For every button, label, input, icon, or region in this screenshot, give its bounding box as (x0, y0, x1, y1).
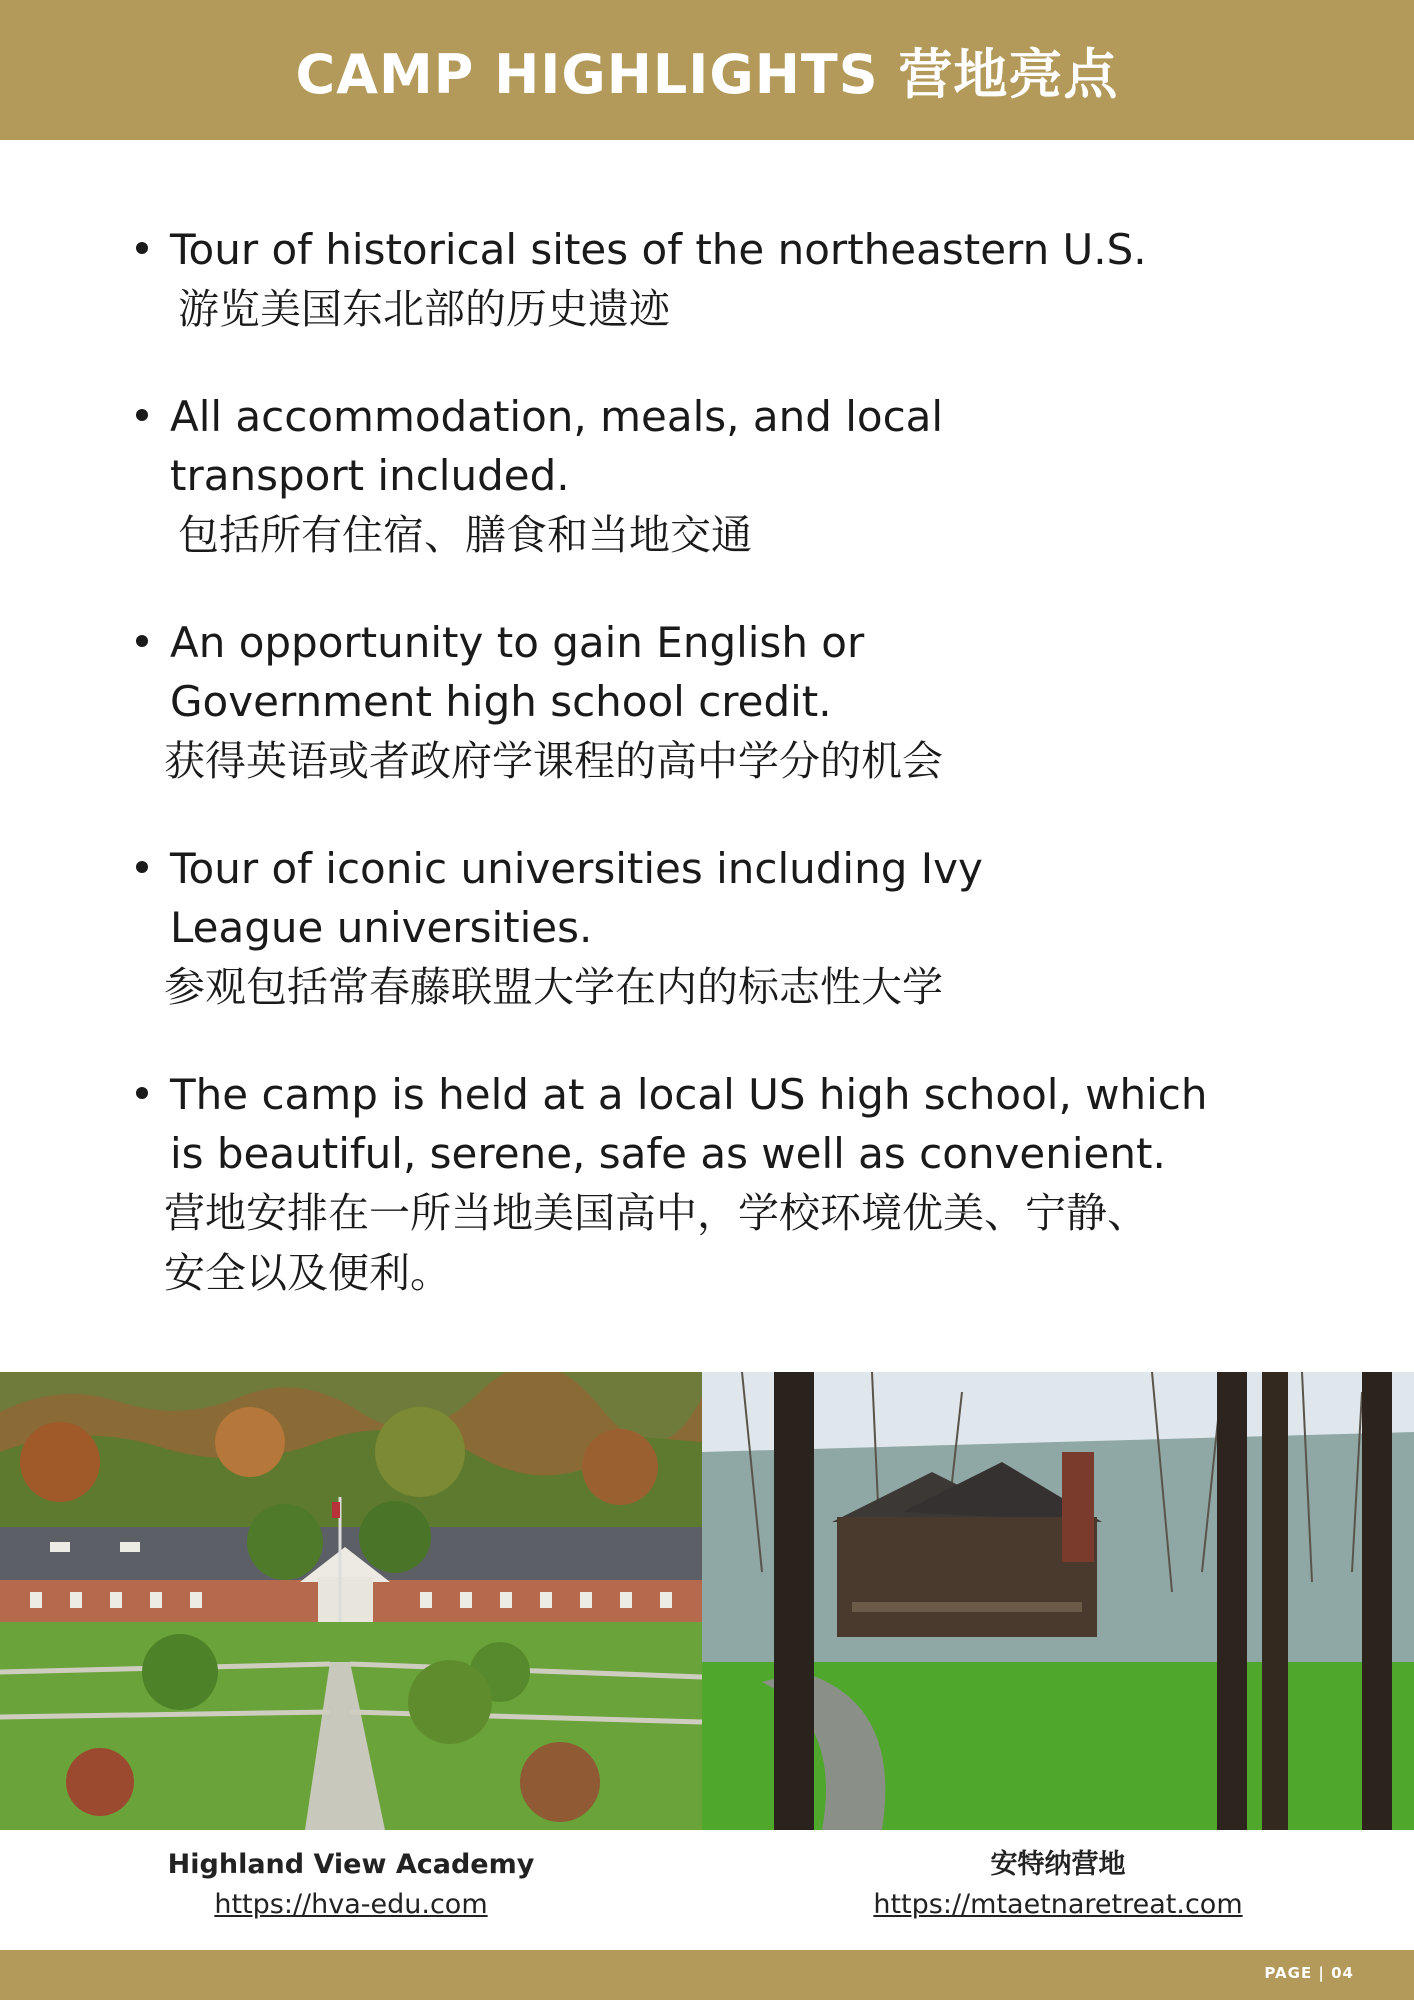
page-title: CAMP HIGHLIGHTS 营地亮点 (295, 42, 1119, 106)
bullet-icon (136, 861, 148, 873)
list-item (130, 1065, 1230, 1303)
academy-name: Highland View Academy (167, 1849, 535, 1880)
bullet-icon (136, 635, 148, 647)
retreat-name: 安特纳营地 (990, 1849, 1126, 1880)
list-item (130, 839, 1230, 1017)
page-number: PAGE | 04 (1264, 1964, 1354, 1982)
highlight-en: Tour of historical sites of the northeastern U.S. (170, 225, 1147, 274)
highlight-zh: 参观包括常春藤联盟大学在内的标志性大学 (164, 963, 943, 1011)
highlight-en: The camp is held at a local US high school, which is beautiful, serene, safe as well as convenient. (170, 1070, 1208, 1178)
academy-photo (0, 1372, 702, 1830)
highlight-zh: 获得英语或者政府学课程的高中学分的机会 (164, 737, 943, 785)
academy-caption (0, 1845, 702, 1925)
highlights-list (130, 220, 1230, 1351)
list-item (130, 220, 1230, 339)
highlight-zh: 包括所有住宿、膳食和当地交通 (178, 511, 752, 559)
page-header (0, 0, 1414, 140)
highlight-zh: 营地安排在一所当地美国高中，学校环境优美、宁静、安全以及便利。 (164, 1189, 1148, 1297)
highlight-zh: 游览美国东北部的历史遗迹 (178, 285, 670, 333)
bullet-icon (136, 242, 148, 254)
page-footer (0, 1950, 1414, 2000)
retreat-caption (702, 1845, 1414, 1925)
highlight-en: All accommodation, meals, and local transport included. (170, 392, 944, 500)
retreat-link[interactable]: https://mtaetnaretreat.com (873, 1889, 1243, 1920)
highlight-en: An opportunity to gain English or Government high school credit. (170, 618, 865, 726)
list-item (130, 613, 1230, 791)
highlight-en: Tour of iconic universities including Ivy League universities. (170, 844, 983, 952)
photo-strip (0, 1372, 1414, 1830)
bullet-icon (136, 409, 148, 421)
academy-link[interactable]: https://hva-edu.com (214, 1889, 488, 1920)
bullet-icon (136, 1087, 148, 1099)
retreat-photo (702, 1372, 1414, 1830)
list-item (130, 387, 1230, 565)
